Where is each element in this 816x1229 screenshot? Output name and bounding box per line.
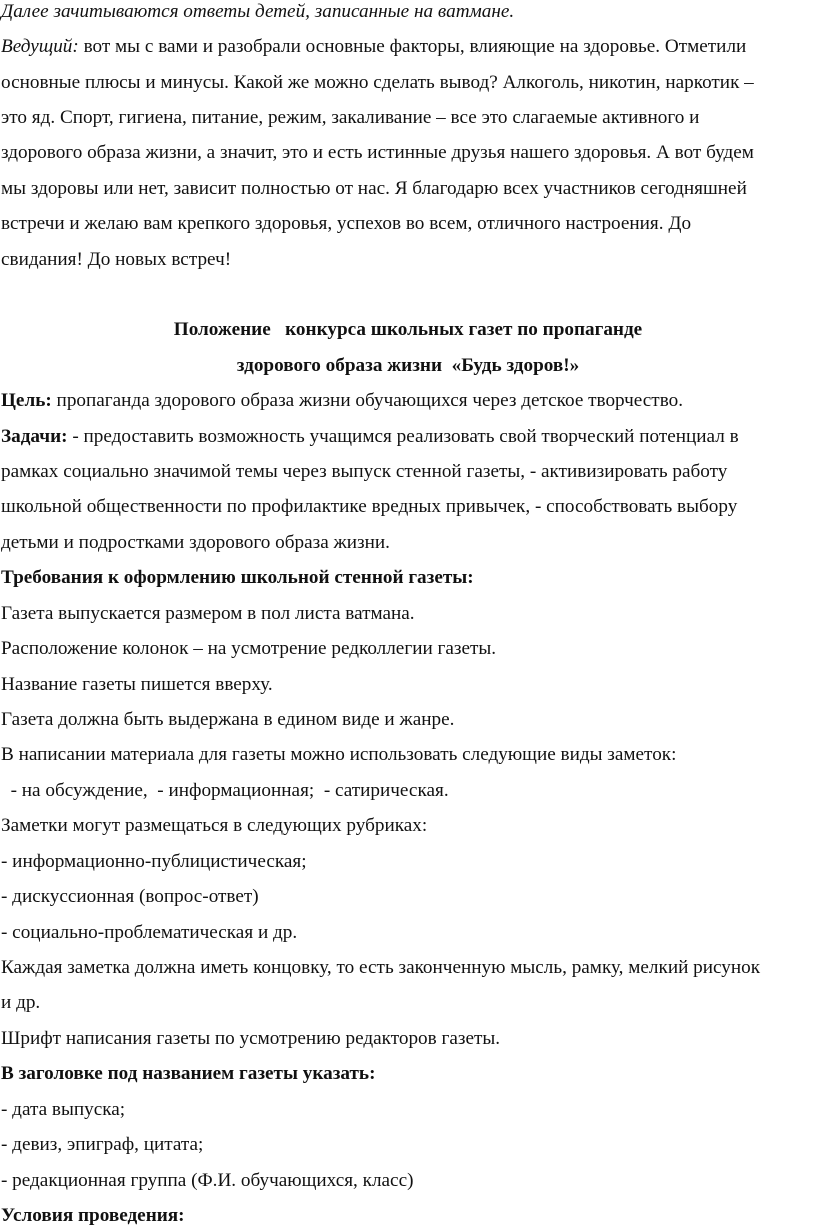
paragraph-line: встречи и желаю вам крепкого здоровья, успехов во всем, отличного настроения. До <box>1 213 692 234</box>
paragraph-line: мы здоровы или нет, зависит полностью от нас. Я благодарю всех участников сегодняшней <box>1 178 747 199</box>
goal-line <box>1 390 683 412</box>
tasks-line <box>1 426 739 448</box>
list-item: Газета должна быть выдержана в едином виде и жанре. <box>1 709 455 730</box>
paragraph-line: детьми и подростками здорового образа жизни. <box>1 532 390 553</box>
paragraph-line: свидания! До новых встреч! <box>1 249 232 270</box>
header-info-heading: В заголовке под названием газеты указать: <box>1 1063 376 1084</box>
list-item: - социально-проблематическая и др. <box>1 922 298 943</box>
list-item: Расположение колонок – на усмотрение редколлегии газеты. <box>1 638 497 659</box>
paragraph-line: основные плюсы и минусы. Какой же можно сделать вывод? Алкоголь, никотин, наркотик – <box>1 72 754 93</box>
list-item: Шрифт написания газеты по усмотрению редакторов газеты. <box>1 1028 501 1049</box>
paragraph-line: это яд. Спорт, гигиена, питание, режим, закаливание – все это слагаемые активного и <box>1 107 700 128</box>
list-item: - редакционная группа (Ф.И. обучающихся, класс) <box>1 1170 414 1191</box>
tasks-text: - предоставить возможность учащимся реализовать свой творческий потенциал в <box>67 426 739 447</box>
speaker-label: Ведущий: <box>1 36 79 57</box>
document-title: Положение конкурса школьных газет по пропаганде <box>173 319 643 340</box>
tasks-label: Задачи: <box>1 426 68 447</box>
requirements-heading: Требования к оформлению школьной стенной газеты: <box>1 567 474 588</box>
goal-text: пропаганда здорового образа жизни обучающихся через детское творчество. <box>51 390 684 411</box>
list-item: и др. <box>1 992 41 1013</box>
goal-label: Цель: <box>1 390 52 411</box>
list-item: Газета выпускается размером в пол листа ватмана. <box>1 603 415 624</box>
list-item: Заметки могут размещаться в следующих рубриках: <box>1 815 428 836</box>
paragraph-line: рамках социально значимой темы через выпуск стенной газеты, - активизировать работу <box>1 461 728 482</box>
paragraph-line: школьной общественности по профилактике вредных привычек, - способствовать выбору <box>1 496 738 517</box>
list-item: - дискуссионная (вопрос-ответ) <box>1 886 259 907</box>
speaker-line <box>1 36 746 58</box>
intro-line: Далее зачитываются ответы детей, записанные на ватмане. <box>1 1 515 22</box>
list-item: - информационно-публицистическая; <box>1 851 307 872</box>
speaker-text: вот мы с вами и разобрали основные факторы, влияющие на здоровье. Отметили <box>78 36 747 57</box>
list-item: В написании материала для газеты можно использовать следующие виды заметок: <box>1 744 677 765</box>
document-subtitle: здорового образа жизни «Будь здоров!» <box>236 355 580 376</box>
list-item: - дата выпуска; <box>1 1099 126 1120</box>
list-item: - на обсуждение, - информационная; - сатирическая. <box>1 780 449 801</box>
list-item: Каждая заметка должна иметь концовку, то есть законченную мысль, рамку, мелкий рисунок <box>1 957 761 978</box>
list-item: - девиз, эпиграф, цитата; <box>1 1134 204 1155</box>
conditions-heading: Условия проведения: <box>1 1205 185 1226</box>
list-item: Название газеты пишется вверху. <box>1 674 273 695</box>
paragraph-line: здорового образа жизни, а значит, это и есть истинные друзья нашего здоровья. А вот будем <box>1 142 754 163</box>
